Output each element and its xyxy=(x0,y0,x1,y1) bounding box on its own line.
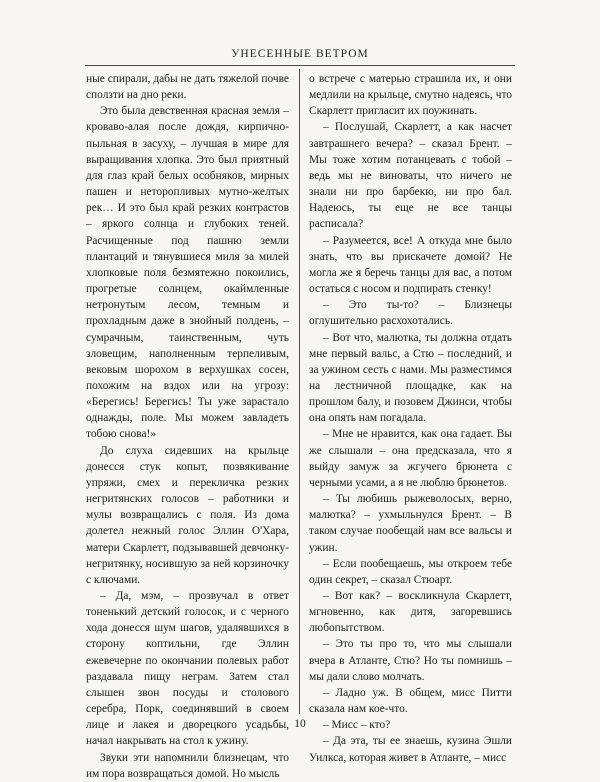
paragraph: – Если пообещаешь, мы откроем тебе один секрет, – сказал Стюарт. xyxy=(309,557,512,586)
paragraph: Звуки эти напомнили близнецам, что им пора возвращаться домой. Но мысль xyxy=(86,751,289,780)
running-header: УНЕСЕННЫЕ ВЕТРОМ xyxy=(231,48,369,60)
paragraph: ные спирали, дабы не дать тяжелой почве сползти на дно реки. xyxy=(86,73,289,102)
paragraph: – Это ты-то? – Близнецы оглушительно расхохотались. xyxy=(309,299,512,328)
paragraph: – Разумеется, все! А откуда мне было знать, что вы прискачете домой? Не могла же я беречь танцы для вас, а потом остаться с носом и подпирать стенку! xyxy=(309,234,512,296)
paragraph: – Мне не нравится, как она гадает. Вы же слышали – она предсказала, что я выйду замуж за жгучего брюнета с черными усами, а я не люблю брюнетов. xyxy=(309,428,512,489)
paragraph: – Вот что, малютка, ты должна отдать мне первый вальс, а Стю – последний, и за ужином сесть с нами. Мы разместимся на лестничной площадке, как на прошлом балу, и позовем Джинси, чтобы она опять нам погадала. xyxy=(309,331,512,425)
paragraph: – Да, мэм, – прозвучал в ответ тоненький детский голосок, и с черного хода донесся шум шагов, удалявшихся в сторону коптильни, где Эллин ежевечерне по окончании полевых работ раздавала пищу неграм. Затем стал слышен звон посуды и столового серебра, Порк, соединявший в своем лице и лакея и дворецкого усадьбы, начал накрывать на стол к ужину. xyxy=(86,590,289,748)
paragraph: – Ладно уж. В общем, мисс Питти сказала нам кое-что. xyxy=(309,686,512,716)
paragraph: – Ты любишь рыжеволосых, верно, малютка? – ухмыльнулся Брент. – В таком случае пообещай нам все вальсы и ужин. xyxy=(309,493,512,554)
paragraph: – Мисс – кто? xyxy=(323,719,391,732)
right-column xyxy=(309,71,512,766)
paragraph: Это была девственная красная земля – кроваво-алая после дождя, кирпично-пыльная в засуху, – лучшая в мире для выращивания хлопка. Это был приятный для глаз край белых особняков, мирных пашен и неторопливых мутно-желтых рек… И это был край резких контрастов – яркого солнца и глубоких теней. Расчищенные под пашню земли плантаций и тянувшиеся миля за милей хлопковые поля безмятежно покоились, прогретые солнцем, окаймленные нетронутым лесом, темным и прохладным даже в знойный полдень, – сумрачным, таинственным, чуть зловещим, наполненным терпеливым, вековым шорохом в верхушках сосен, похожим на вздох или на угрозу: «Берегись! Берегись! Ты уже зарастало однажды, поле. Мы можем завладеть тобою снова!» xyxy=(86,105,289,441)
page-number: 10 xyxy=(294,718,306,730)
paragraph: – Это ты про то, что мы слышали вчера в Атланте, Стю? Но ты помнишь – мы дали слово молчать. xyxy=(309,638,512,683)
paragraph: – Вот как? – воскликнула Скарлетт, мгновенно, как дитя, загоревшись любопытством. xyxy=(309,590,512,635)
paragraph: – Послушай, Скарлетт, а как насчет завтрашнего вечера? – сказал Брент. – Мы тоже хотим потанцевать с тобой – ведь мы не виноваты, что ничего не знали ни про барбекю, ни про бал. Надеюсь, ты еще не все танцы расписала? xyxy=(309,121,512,231)
paragraph: До слуха сидевших на крыльце донесся стук копыт, позвякивание упряжи, смех и перекличка резких негритянских голосов – работники и мулы возвращались с поля. Из дома долетел нежный голос Эллин О'Хара, матери Скарлетт, подзывавшей девчонку-негритянку, носившую за ней корзиночку с ключами. xyxy=(86,444,289,586)
header-rule xyxy=(85,65,515,66)
column-divider xyxy=(299,69,300,714)
paragraph: – Да эта, ты ее знаешь, кузина Эшли Уилкса, которая живет в Атланте, – мисс xyxy=(309,735,512,764)
left-column xyxy=(86,71,289,782)
paragraph: о встрече с матерью страшила их, и они медлили на крыльце, смутно надеясь, что Скарлетт пригласит их поужинать. xyxy=(309,73,512,118)
